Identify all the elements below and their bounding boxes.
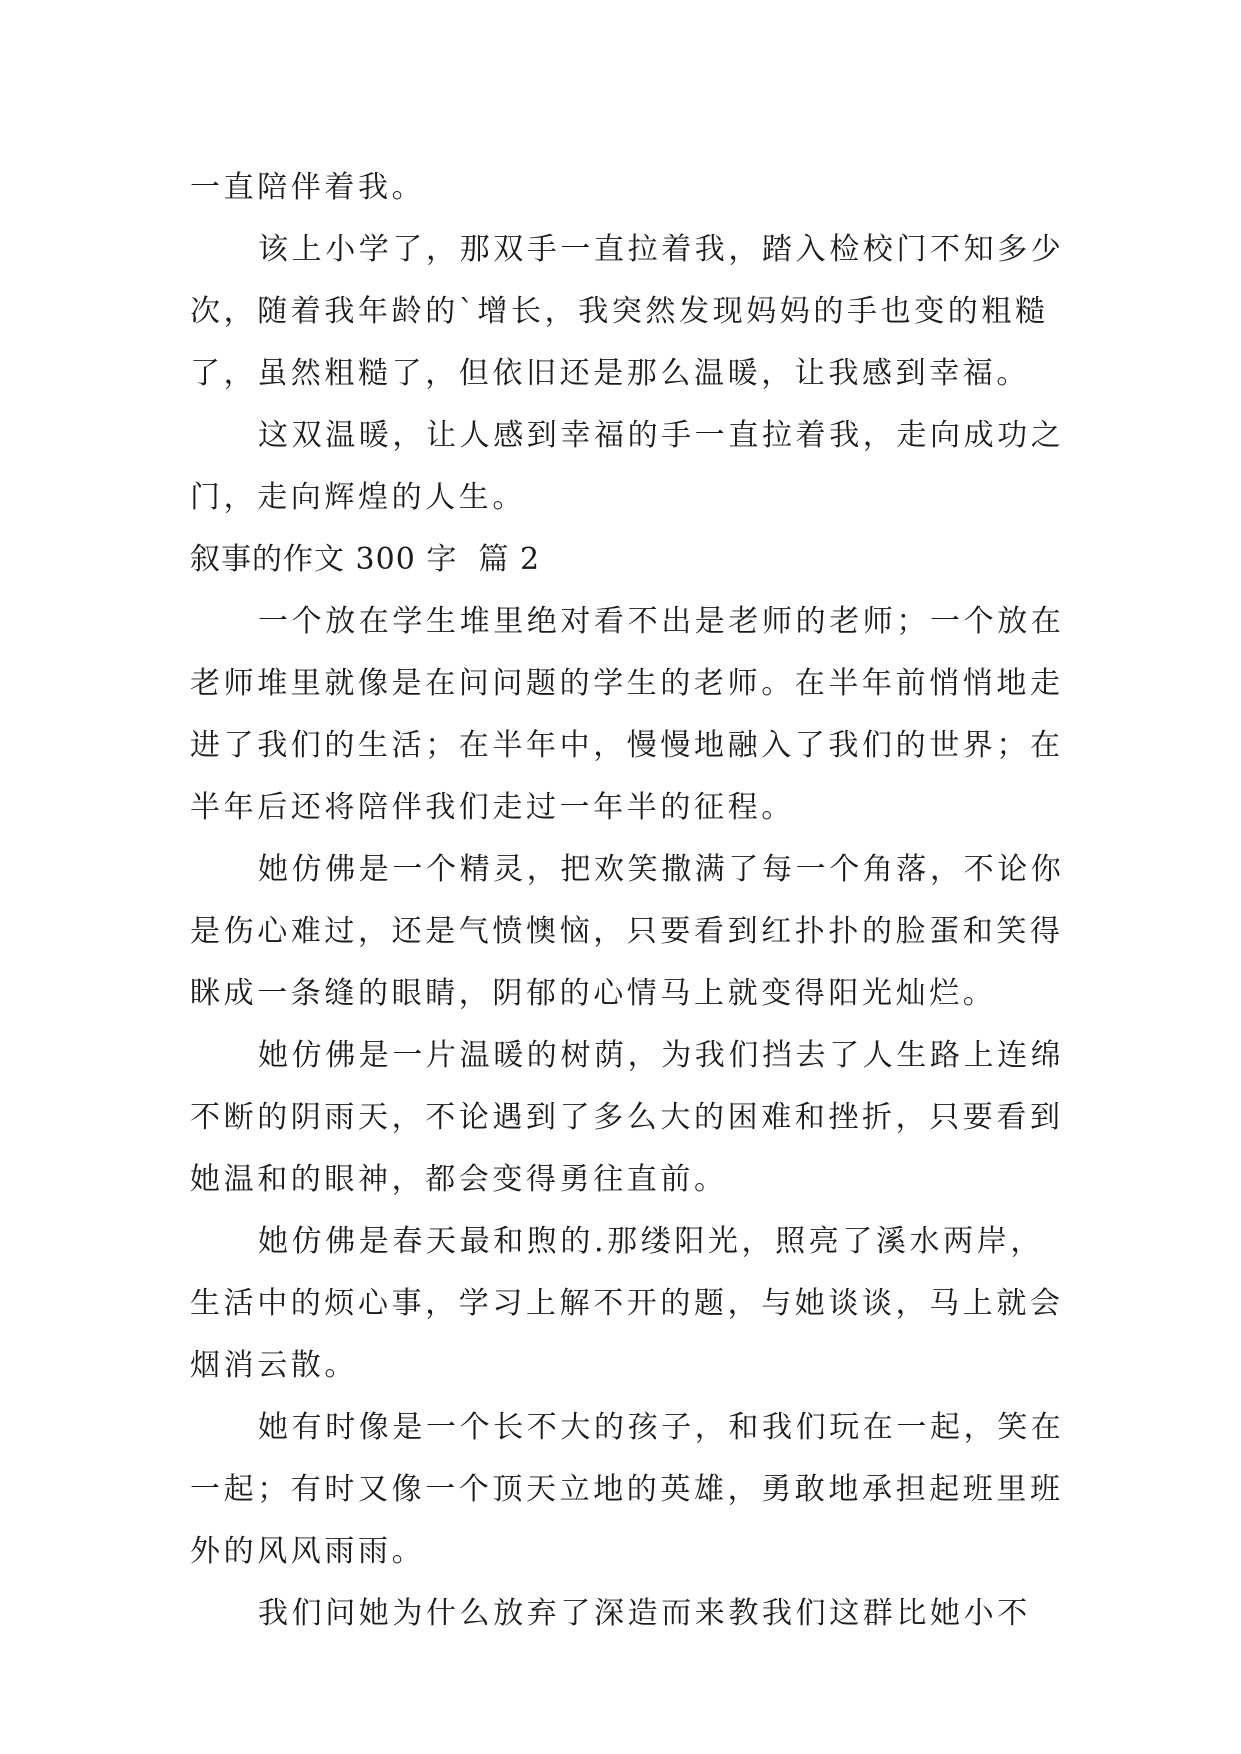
text-line: 半年后还将陪伴我们走过一年半的征程。 — [190, 790, 795, 825]
text-line: 次，随着我年龄的`增长，我突然发现妈妈的手也变的粗糙 — [190, 294, 1049, 329]
document-body — [190, 157, 1065, 1645]
paragraph-start-line: 她仿佛是一个精灵，把欢笑撒满了每一个角落，不论你 — [258, 852, 1065, 887]
text-line: 了，虽然粗糙了，但依旧还是那么温暖，让我感到幸福。 — [190, 356, 1030, 391]
text-line: 是伤心难过，还是气愤懊恼，只要看到红扑扑的脸蛋和笑得 — [190, 914, 1064, 949]
paragraph-start-line: 她仿佛是一片温暖的树荫，为我们挡去了人生路上连绵 — [258, 1038, 1065, 1073]
paragraph-start-line: 该上小学了，那双手一直拉着我，踏入检校门不知多少 — [258, 232, 1065, 267]
text-line: 进了我们的生活；在半年中，慢慢地融入了我们的世界；在 — [190, 728, 1064, 763]
text-line: 一起；有时又像一个顶天立地的英雄，勇敢地承担起班里班 — [190, 1472, 1064, 1507]
text-line: 烟消云散。 — [190, 1348, 358, 1383]
text-line: 生活中的烦心事，学习上解不开的题，与她谈谈，马上就会 — [190, 1286, 1064, 1321]
text-line: 门，走向辉煌的人生。 — [190, 480, 526, 515]
text-line: 外的风风雨雨。 — [190, 1534, 426, 1569]
paragraph-start-line: 我们问她为什么放弃了深造而来教我们这群比她小不 — [258, 1596, 1031, 1631]
paragraph-start-line: 她有时像是一个长不大的孩子，和我们玩在一起，笑在 — [258, 1410, 1065, 1445]
paragraph-start-line: 一个放在学生堆里绝对看不出是老师的老师；一个放在 — [258, 604, 1065, 639]
paragraph-start-line: 她仿佛是春天最和煦的.那缕阳光，照亮了溪水两岸， — [258, 1224, 1044, 1259]
text-line: 不断的阴雨天，不论遇到了多么大的困难和挫折，只要看到 — [190, 1100, 1064, 1135]
text-line: 一直陪伴着我。 — [190, 170, 426, 205]
text-line: 老师堆里就像是在问问题的学生的老师。在半年前悄悄地走 — [190, 666, 1064, 701]
paragraph-start-line: 这双温暖，让人感到幸福的手一直拉着我，走向成功之 — [258, 418, 1065, 453]
text-line: 她温和的眼神，都会变得勇往直前。 — [190, 1162, 728, 1197]
text-line: 眯成一条缝的眼睛，阴郁的心情马上就变得阳光灿烂。 — [190, 976, 997, 1011]
section-heading: 叙事的作文 300 字 篇 2 — [190, 542, 541, 577]
